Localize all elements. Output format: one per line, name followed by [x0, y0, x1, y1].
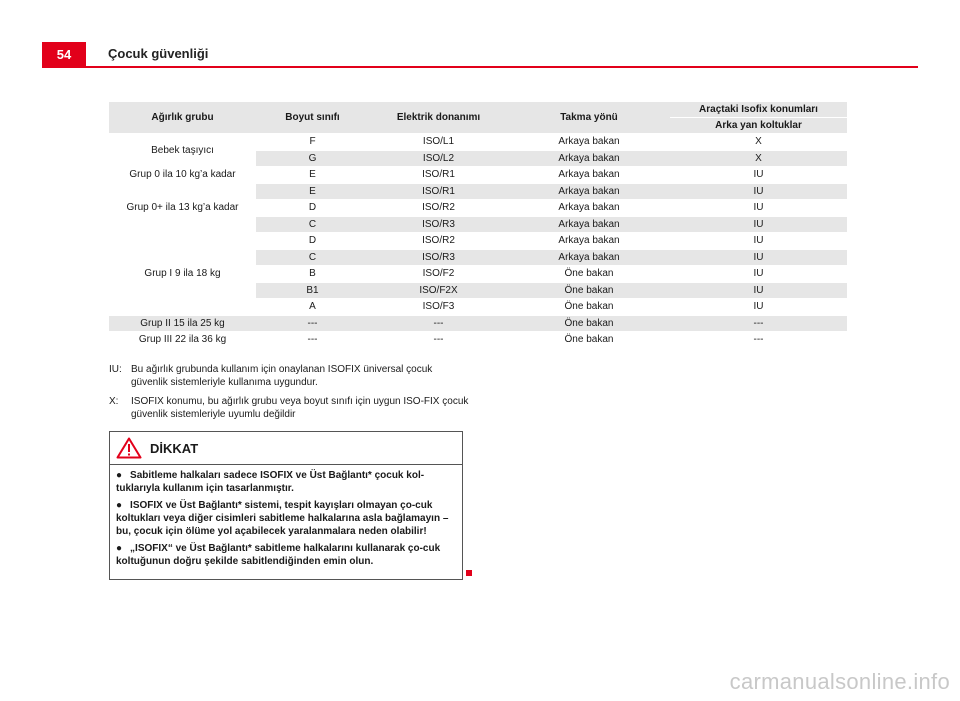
warning-item — [116, 542, 456, 568]
table-row — [109, 167, 847, 183]
position-cell: IU — [670, 217, 847, 233]
weight-group-cell: Bebek taşıyıcı — [109, 134, 256, 166]
position-cell: IU — [670, 250, 847, 266]
table-row — [109, 332, 847, 348]
size-class-cell: E — [256, 184, 369, 200]
size-class-cell: C — [256, 217, 369, 233]
direction-cell: Arkaya bakan — [508, 167, 670, 183]
direction-cell: Arkaya bakan — [508, 233, 670, 249]
fixture-cell: ISO/F3 — [369, 299, 508, 315]
direction-cell: Arkaya bakan — [508, 200, 670, 216]
position-cell: --- — [670, 332, 847, 348]
direction-cell: Arkaya bakan — [508, 184, 670, 200]
direction-cell: Arkaya bakan — [508, 134, 670, 150]
direction-cell: Arkaya bakan — [508, 151, 670, 167]
table-row — [109, 233, 847, 249]
bullet: ● — [116, 470, 123, 481]
direction-cell: Öne bakan — [508, 332, 670, 348]
position-cell: IU — [670, 266, 847, 282]
fixture-cell: ISO/R2 — [369, 200, 508, 216]
header-isofix-positions: Araçtaki Isofix konumları — [670, 102, 847, 117]
footnote-code: X: — [109, 396, 119, 407]
position-cell: IU — [670, 233, 847, 249]
position-cell: X — [670, 151, 847, 167]
size-class-cell: B1 — [256, 283, 369, 299]
position-cell: IU — [670, 167, 847, 183]
fixture-cell: --- — [369, 332, 508, 348]
direction-cell: Öne bakan — [508, 316, 670, 332]
position-cell: IU — [670, 283, 847, 299]
position-cell: IU — [670, 184, 847, 200]
warning-box — [109, 431, 463, 580]
fixture-cell: ISO/F2X — [369, 283, 508, 299]
isofix-table — [109, 101, 847, 349]
bullet: ● — [116, 500, 123, 511]
fixture-cell: ISO/R2 — [369, 233, 508, 249]
position-cell: IU — [670, 200, 847, 216]
fixture-cell: ISO/R1 — [369, 167, 508, 183]
section-title: Çocuk güvenliği — [108, 46, 209, 61]
bullet: ● — [116, 543, 123, 554]
fixture-cell: ISO/R3 — [369, 217, 508, 233]
size-class-cell: F — [256, 134, 369, 150]
header-fixture: Elektrik donanımı — [369, 102, 508, 133]
table-row — [109, 184, 847, 200]
header-rear-seats: Arka yan koltuklar — [670, 118, 847, 133]
warning-item-text: ISOFIX ve Üst Bağlantı* sistemi, tespit kayışları olmayan ço-cuk koltukları veya diğer cisimleri sabitleme halkalarına asla bağlamayın – bu, çocuk için ölüme yol açabilecek yaralanmalara neden olabilir! — [116, 500, 449, 537]
direction-cell: Öne bakan — [508, 266, 670, 282]
weight-group-cell: Grup III 22 ila 36 kg — [109, 332, 256, 348]
page-number: 54 — [42, 42, 86, 66]
header-direction: Takma yönü — [508, 102, 670, 133]
size-class-cell: D — [256, 200, 369, 216]
size-class-cell: --- — [256, 316, 369, 332]
warning-body — [110, 465, 462, 568]
fixture-cell: ISO/R3 — [369, 250, 508, 266]
position-cell: --- — [670, 316, 847, 332]
warning-item-text: Sabitleme halkaları sadece ISOFIX ve Üst Bağlantı* çocuk kol-tuklarıyla kullanım için tasarlanmıştır. — [116, 470, 425, 494]
warning-header — [110, 432, 462, 465]
position-cell: X — [670, 134, 847, 150]
direction-cell: Arkaya bakan — [508, 250, 670, 266]
header-size-class: Boyut sınıfı — [256, 102, 369, 133]
size-class-cell: --- — [256, 332, 369, 348]
warning-item — [116, 499, 456, 538]
weight-group-cell: Grup 0+ ila 13 kg’a kadar — [109, 184, 256, 233]
size-class-cell: C — [256, 250, 369, 266]
header-weight-group: Ağırlık grubu — [109, 102, 256, 133]
fixture-cell: ISO/F2 — [369, 266, 508, 282]
table-row — [109, 134, 847, 150]
section-end-marker — [466, 570, 472, 576]
warning-item — [116, 469, 456, 495]
position-cell: IU — [670, 299, 847, 315]
size-class-cell: B — [256, 266, 369, 282]
size-class-cell: D — [256, 233, 369, 249]
warning-triangle-icon — [116, 437, 142, 459]
direction-cell: Arkaya bakan — [508, 217, 670, 233]
watermark: carmanualsonline.info — [729, 669, 950, 694]
warning-title: DİKKAT — [150, 440, 199, 456]
footnote-text: Bu ağırlık grubunda kullanım için onaylanan ISOFIX üniversal çocuk güvenlik sistemleriyle kullanıma uygundur. — [131, 364, 433, 388]
size-class-cell: E — [256, 167, 369, 183]
direction-cell: Öne bakan — [508, 299, 670, 315]
table-body — [109, 134, 847, 348]
footnote-x — [109, 395, 469, 421]
size-class-cell: A — [256, 299, 369, 315]
fixture-cell: --- — [369, 316, 508, 332]
footnote-text: ISOFIX konumu, bu ağırlık grubu veya boyut sınıfı için uygun ISO-FIX çocuk güvenlik sistemleriyle uyumlu değildir — [131, 396, 469, 420]
fixture-cell: ISO/L1 — [369, 134, 508, 150]
warning-item-text: „ISOFIX“ ve Üst Bağlantı* sabitleme halkalarını kullanarak ço-cuk koltuğunun doğru şekilde sabitlendiğinden emin olun. — [116, 543, 441, 567]
weight-group-cell: Grup II 15 ila 25 kg — [109, 316, 256, 332]
fixture-cell: ISO/L2 — [369, 151, 508, 167]
weight-group-cell: Grup 0 ila 10 kg’a kadar — [109, 167, 256, 183]
fixture-cell: ISO/R1 — [369, 184, 508, 200]
weight-group-cell: Grup I 9 ila 18 kg — [109, 233, 256, 315]
size-class-cell: G — [256, 151, 369, 167]
footnote-code: IU: — [109, 364, 122, 375]
header-rule — [42, 66, 918, 68]
footnote-iu — [109, 363, 469, 389]
direction-cell: Öne bakan — [508, 283, 670, 299]
table-row — [109, 316, 847, 332]
